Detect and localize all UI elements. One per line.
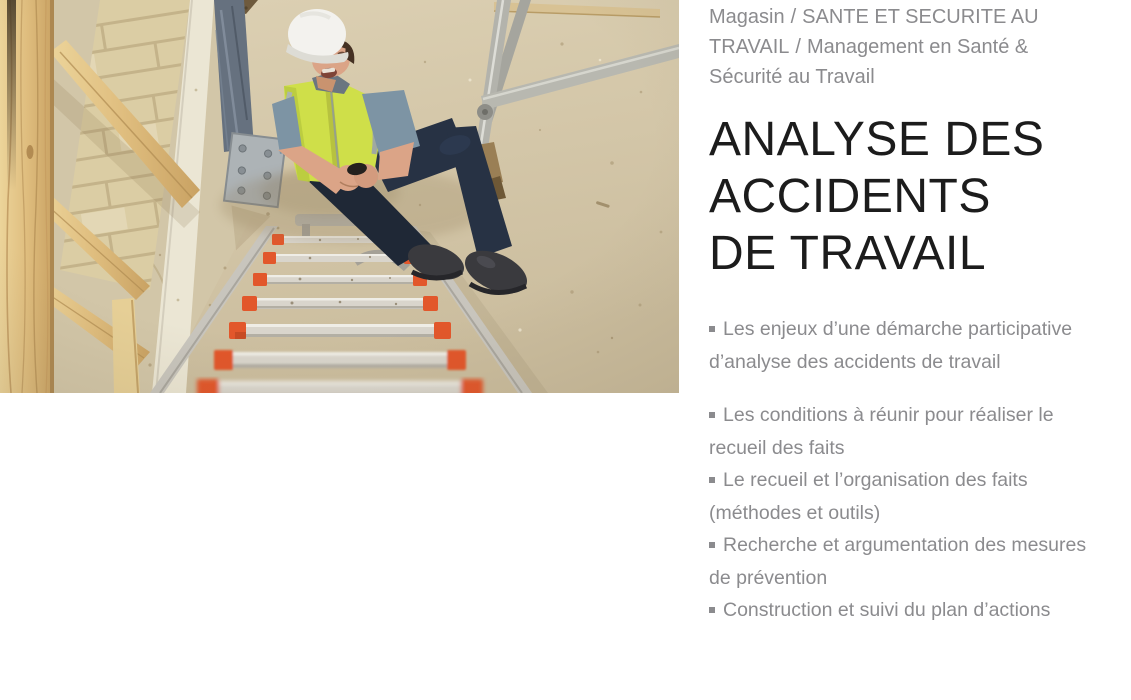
breadcrumb-link-category[interactable]: SANTE ET SECURITE AU TRAVAIL (709, 6, 1039, 58)
breadcrumb-link-shop[interactable]: Magasin (709, 6, 785, 28)
bullet-text: Les conditions à réunir pour réaliser le recueil des faits (709, 404, 1054, 459)
product-description-list (709, 313, 1109, 627)
hero-illustration (0, 0, 679, 393)
bullet-item (709, 594, 1109, 627)
bullet-square-icon (709, 477, 715, 483)
bullet-text: Le recueil et l’organisation des faits (méthodes et outils) (709, 469, 1028, 524)
product-hero-image[interactable] (0, 0, 679, 393)
product-title (709, 111, 1109, 282)
product-summary (709, 2, 1109, 627)
bullet-text: Construction et suivi du plan d’actions (723, 599, 1051, 621)
bullet-square-icon (709, 542, 715, 548)
bullet-item (709, 313, 1109, 378)
bullet-text: Les enjeux d’une démarche participative d’analyse des accidents de travail (709, 318, 1073, 373)
bullet-item (709, 399, 1109, 464)
bullet-square-icon (709, 412, 715, 418)
bullet-square-icon (709, 326, 715, 332)
breadcrumb-separator: / (795, 36, 801, 58)
breadcrumb-separator: / (790, 6, 797, 28)
product-title-line: ANALYSE DES (709, 113, 1045, 166)
product-title-line: DE TRAVAIL (709, 227, 987, 280)
breadcrumb-current-page[interactable]: Management en Santé & Sécurité au Travail (709, 36, 1029, 88)
bullet-square-icon (709, 607, 715, 613)
bullet-item (709, 464, 1109, 529)
breadcrumb (709, 2, 1061, 92)
bullet-item (709, 529, 1109, 594)
bullet-text: Recherche et argumentation des mesures de prévention (709, 534, 1087, 589)
product-title-line: ACCIDENTS (709, 170, 991, 223)
